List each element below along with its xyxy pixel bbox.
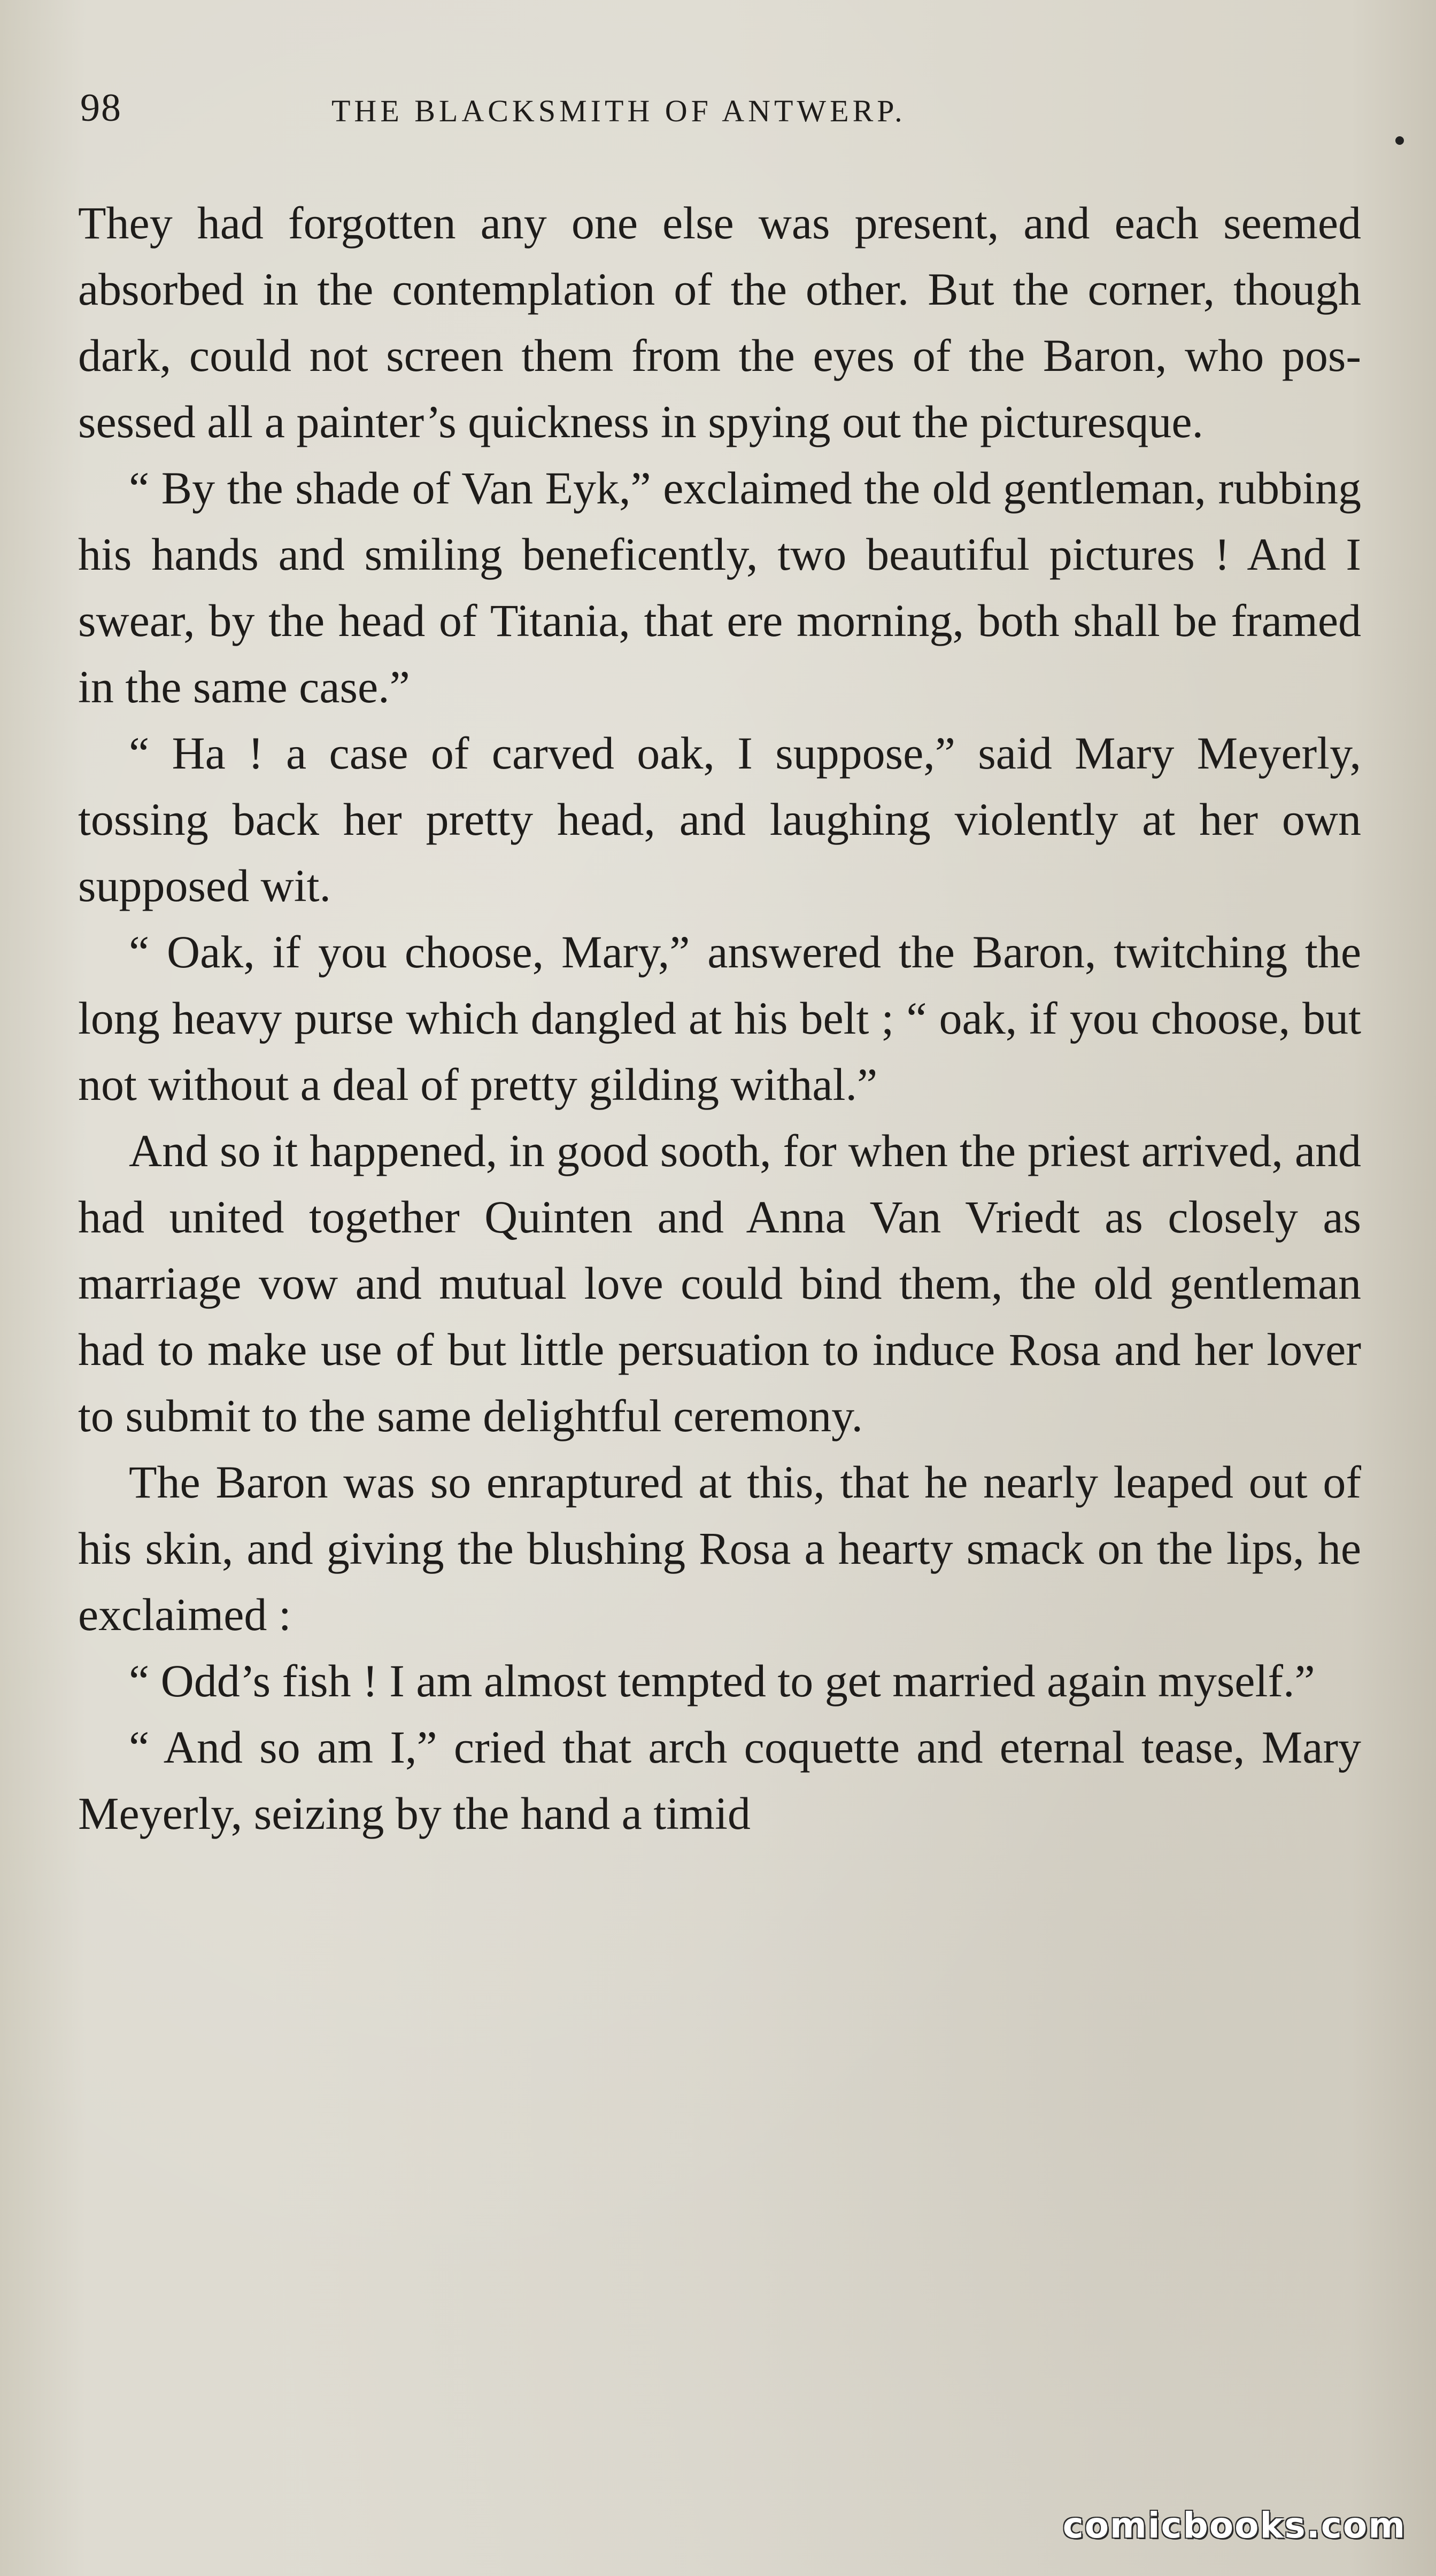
ink-dot: [1395, 136, 1404, 145]
paragraph: They had forgotten any one else was present, and each seemed absorbed in the contemplation of the other. But the corner, though dark, could not screen them from the eyes of the Baron, who possessed all a painter’s quickness in spying out the picturesque.: [78, 197, 1361, 447]
paragraph: “ By the shade of Van Eyk,” exclaimed the old gentleman, rubbing his hands and smiling beneficently, two beautiful pictures ! And I swear, by the head of Titania, that ere morning, both shall be framed in the same case.”: [78, 462, 1361, 712]
paragraph: “ Oak, if you choose, Mary,” answered the Baron, twitching the long heavy purse which dangled at his belt ; “ oak, if you choose, but not without a deal of pretty gilding withal.”: [78, 926, 1361, 1110]
watermark-logo: comicbooks.com: [1062, 2505, 1406, 2546]
running-head: THE BLACKSMITH OF ANTWERP.: [331, 94, 906, 128]
body-text: [78, 190, 1361, 1846]
paragraph: “ And so am I,” cried that arch coquette and eternal tease, Mary Meyerly, seizing by the hand a timid: [78, 1721, 1361, 1839]
paragraph: “ Odd’s fish ! I am almost tempted to get married again myself.”: [129, 1655, 1315, 1706]
page-header: [80, 80, 1353, 139]
paragraph: The Baron was so enraptured at this, that he nearly leaped out of his skin, and giving the blushing Rosa a hearty smack on the lips, he exclaimed :: [78, 1456, 1361, 1640]
page-number: 98: [80, 86, 122, 130]
paragraph: And so it happened, in good sooth, for when the priest arrived, and had united together Quinten and Anna Van Vriedt as closely as marriage vow and mutual love could bind them, the old gentleman had to make use of but little persuation to induce Rosa and her lover to submit to the same delightful ceremony.: [78, 1125, 1361, 1441]
paragraph: “ Ha ! a case of carved oak, I suppose,” said Mary Meyerly, tossing back her pretty head, and laughing violently at her own supposed wit.: [78, 727, 1361, 911]
